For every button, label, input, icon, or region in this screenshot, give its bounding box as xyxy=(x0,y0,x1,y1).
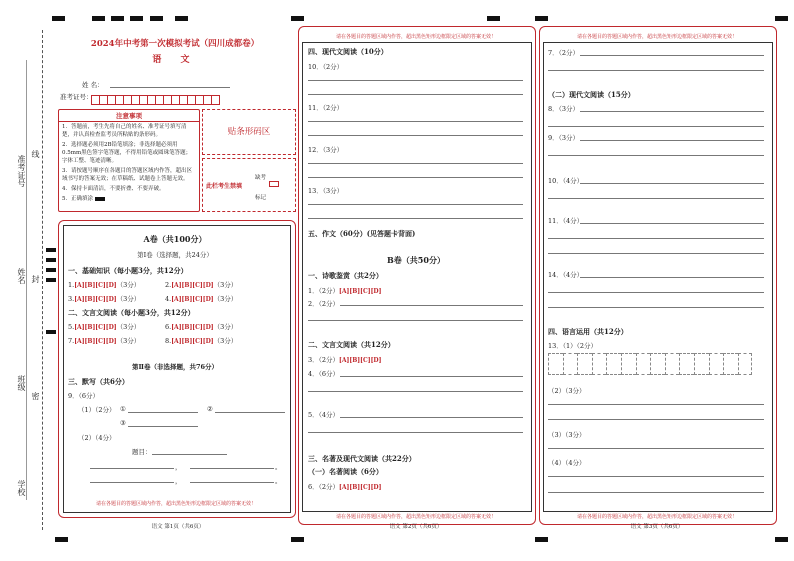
answer-line[interactable] xyxy=(190,482,274,483)
position-mark xyxy=(175,16,188,21)
c2-b2q4: 4．（6分） xyxy=(308,370,340,378)
answer-line[interactable] xyxy=(548,476,764,477)
position-mark xyxy=(291,537,304,542)
answer-line[interactable] xyxy=(308,177,523,178)
answer-line[interactable] xyxy=(548,126,764,127)
answer-line[interactable] xyxy=(548,492,764,493)
c2-sec4: 四、现代文阅读（10分） xyxy=(308,47,388,56)
answer-line[interactable] xyxy=(548,198,764,199)
notice-item: 3．请按题号顺序在各题目的答题区域内作答，超出区域书写的答案无效；在草稿纸、试题卷上答题无效。 xyxy=(62,168,193,182)
name-input[interactable] xyxy=(110,87,230,88)
position-mark xyxy=(46,258,56,262)
sec1-title: 一、基础知识（每小题3分，共12分） xyxy=(68,266,188,275)
comma: ， xyxy=(175,463,182,471)
period: 。 xyxy=(275,463,282,471)
page-footer: 语文 第3页（共6页） xyxy=(630,524,684,530)
c2-b1q1[interactable]: 1．（2分）[A][B][C][D] xyxy=(308,287,382,295)
position-mark xyxy=(46,330,56,334)
absent-mark-text: 缺考 xyxy=(255,175,267,181)
position-mark xyxy=(150,16,163,21)
answer-line[interactable] xyxy=(308,163,523,164)
answer-line[interactable] xyxy=(548,253,764,254)
absent-mark-text2: 标记 xyxy=(255,195,267,201)
answer-line[interactable] xyxy=(308,218,523,219)
answer-line[interactable] xyxy=(548,448,764,449)
exam-title: 2024年中考第一次模拟考试（四川成都卷） xyxy=(90,39,260,49)
c2-q10: 10．（2分） xyxy=(308,63,344,71)
q9-label: 9．（6分） xyxy=(68,392,100,400)
position-mark xyxy=(55,537,68,542)
answer-line[interactable] xyxy=(308,204,523,205)
c2-b2q5: 5．（4分） xyxy=(308,411,340,419)
warning-text: 请在各题目的答题区域内作答，超出黑色矩形边框限定区域的答案无效！ xyxy=(576,514,737,520)
barcode-area xyxy=(202,109,296,155)
side-label-secret: 密 xyxy=(31,392,40,400)
side-label-id: 准考证号 xyxy=(17,155,26,187)
period: 。 xyxy=(275,477,282,485)
mc-q2[interactable]: 2.[A][B][C][D]（3分） xyxy=(165,281,238,289)
c3-q13-4: （4）（4分） xyxy=(548,459,586,467)
answer-line[interactable] xyxy=(340,305,523,306)
q9-1-c1: ① xyxy=(120,405,126,413)
fill-sample xyxy=(95,197,105,201)
mc-q5[interactable]: 5.[A][B][C][D]（3分） xyxy=(68,323,141,331)
notice-item xyxy=(59,194,199,204)
answer-line[interactable] xyxy=(308,121,523,122)
page-footer: 语文 第2页（共6页） xyxy=(389,524,443,530)
c2-b3: 三、名著及现代文阅读（共22分） xyxy=(308,454,416,463)
answer-line[interactable] xyxy=(548,70,764,71)
position-mark xyxy=(487,16,500,21)
position-mark xyxy=(130,16,143,21)
answer-line[interactable] xyxy=(128,426,198,427)
barcode-label: 贴条形码区 xyxy=(227,127,271,137)
absent-area xyxy=(202,158,296,212)
answer-line[interactable] xyxy=(308,80,523,81)
answer-line[interactable] xyxy=(340,417,523,418)
topic-label: 题目： xyxy=(132,448,152,456)
c3-q14: 14．（4分） xyxy=(548,271,584,279)
answer-line[interactable] xyxy=(308,391,523,392)
c3-q9: 9．（3分） xyxy=(548,134,580,142)
answer-line[interactable] xyxy=(308,432,523,433)
answer-line[interactable] xyxy=(548,292,764,293)
answer-line[interactable] xyxy=(308,320,523,321)
answer-line[interactable] xyxy=(190,468,274,469)
mc-q1[interactable]: 1.[A][B][C][D]（3分） xyxy=(68,281,141,289)
answer-line[interactable] xyxy=(580,111,764,112)
q9-2-label: （2）（4分） xyxy=(78,434,116,442)
part-b-title: B卷（共50分） xyxy=(387,255,445,265)
side-label-seal: 封 xyxy=(31,275,40,283)
mc-q6[interactable]: 6.[A][B][C][D]（3分） xyxy=(165,323,238,331)
c3-q13-1: 13．（1）（2分） xyxy=(548,342,598,350)
position-mark xyxy=(52,16,65,21)
c2-b2q3[interactable]: 3．（2分）[A][B][C][D] xyxy=(308,356,382,364)
warning-text: 请在各题目的答题区域内作答，超出黑色矩形边框限定区域的答案无效！ xyxy=(335,514,496,520)
mc-q4[interactable]: 4.[A][B][C][D]（3分） xyxy=(165,295,238,303)
answer-line[interactable] xyxy=(580,223,764,224)
position-mark xyxy=(535,537,548,542)
notice-box xyxy=(58,109,200,212)
position-mark xyxy=(111,16,124,21)
c3-sub2: （二）现代文阅读（15分） xyxy=(548,90,635,99)
c2-q11: 11．（2分） xyxy=(308,104,344,112)
q9-1-label: （1）（2分） xyxy=(78,406,116,414)
c3-sec4: 四、语言运用（共12分） xyxy=(548,327,628,336)
writing-grid[interactable] xyxy=(548,353,752,375)
c2-b2: 二、文言文阅读（共12分） xyxy=(308,340,395,349)
side-label-name: 姓名 xyxy=(17,268,26,284)
side-fill-line xyxy=(26,60,27,500)
sec3-title: 三、默写（共6分） xyxy=(68,377,129,386)
mc-q8[interactable]: 8.[A][B][C][D]（3分） xyxy=(165,337,238,345)
c3-q7: 7．（2分） xyxy=(548,49,580,57)
position-mark xyxy=(46,248,56,252)
mc-q7[interactable]: 7.[A][B][C][D]（3分） xyxy=(68,337,141,345)
c3-q11: 11．（4分） xyxy=(548,217,584,225)
absent-label: 此栏考生禁填 xyxy=(206,183,243,190)
c2-sec5: 五、作文（60分）(见答题卡背面) xyxy=(308,229,416,238)
side-label-line: 线 xyxy=(31,150,40,158)
answer-line[interactable] xyxy=(90,468,174,469)
c2-q12: 12．（3分） xyxy=(308,146,344,154)
comma: ， xyxy=(175,477,182,485)
position-mark xyxy=(46,278,56,282)
q9-1-c2: ② xyxy=(207,405,213,413)
answer-line[interactable] xyxy=(548,419,764,420)
position-mark xyxy=(291,16,304,21)
page-footer: 语文 第1页（共6页） xyxy=(151,524,205,530)
c3-q13-3: （3）（3分） xyxy=(548,431,586,439)
topic-input[interactable] xyxy=(152,454,227,455)
notice-item: 2．选择题必须用2B铅笔填涂；非选择题必须用0.5mm黑色签字笔答题，不得用铅笔或圆珠笔答题；字体工整、笔迹清晰。 xyxy=(62,142,192,164)
answer-line[interactable] xyxy=(548,404,764,405)
warning-text: 请在各题目的答题区域内作答，超出黑色矩形边框限定区域的答案无效！ xyxy=(95,501,256,507)
warning-text: 请在各题目的答题区域内作答，超出黑色矩形边框限定区域的答案无效！ xyxy=(335,34,496,40)
name-label: 姓 名： xyxy=(82,81,104,89)
answer-line[interactable] xyxy=(215,412,285,413)
vol1-title: 第Ⅰ卷（选择题，共24分） xyxy=(137,251,213,259)
c2-b1: 一、诗歌鉴赏（共2分） xyxy=(308,271,383,280)
answer-line[interactable] xyxy=(90,482,174,483)
mc-q3[interactable]: 3.[A][B][C][D]（3分） xyxy=(68,295,141,303)
sec2-title: 二、文言文阅读（每小题3分，共12分） xyxy=(68,308,195,317)
absent-checkbox[interactable] xyxy=(269,181,279,187)
answer-line[interactable] xyxy=(340,376,523,377)
answer-line[interactable] xyxy=(580,277,764,278)
c2-b3q6[interactable]: 6．（2分）[A][B][C][D] xyxy=(308,483,382,491)
notice-title: 注意事项 xyxy=(59,110,199,122)
vol2-title: 第Ⅱ卷（非选择题，共76分） xyxy=(131,363,219,371)
exam-subject: 语 文 xyxy=(152,55,198,65)
notice-item: 4．保持卡面清洁，不要折叠、不要弄破。 xyxy=(62,186,165,192)
answer-line[interactable] xyxy=(548,155,764,156)
side-label-school: 学校 xyxy=(17,480,26,496)
c2-b1q2: 2．（2分） xyxy=(308,300,340,308)
answer-line[interactable] xyxy=(580,183,764,184)
warning-text: 请在各题目的答题区域内作答，超出黑色矩形边框限定区域的答案无效！ xyxy=(576,34,737,40)
notice-item-5: 5．正确填涂 xyxy=(62,196,93,202)
id-boxes[interactable] xyxy=(91,90,219,109)
answer-line[interactable] xyxy=(128,412,198,413)
c2-q13: 13．（3分） xyxy=(308,187,344,195)
position-mark xyxy=(775,537,788,542)
answer-line[interactable] xyxy=(580,55,764,56)
c3-q10: 10．（4分） xyxy=(548,177,584,185)
part-a-title: A卷（共100分） xyxy=(143,234,207,244)
c2-b3sub: （一）名著阅读（6分） xyxy=(308,467,383,476)
answer-line[interactable] xyxy=(308,94,523,95)
position-mark xyxy=(775,16,788,21)
position-mark xyxy=(92,16,105,21)
binding-line xyxy=(42,30,43,530)
side-label-class: 班级 xyxy=(17,375,26,391)
answer-line[interactable] xyxy=(580,140,764,141)
position-mark xyxy=(46,268,56,272)
answer-line[interactable] xyxy=(308,135,523,136)
notice-item: 1．答题前，考生先将自己的姓名、准考证号填写清楚，并认真检查监考员所粘贴的条形码。 xyxy=(62,124,187,138)
position-mark xyxy=(535,16,548,21)
id-label: 准考证号： xyxy=(60,93,93,101)
answer-line[interactable] xyxy=(548,307,764,308)
q9-1-c3: ③ xyxy=(120,419,126,427)
c3-q13-2: （2）（3分） xyxy=(548,387,586,395)
c3-q8: 8．（3分） xyxy=(548,105,580,113)
answer-line[interactable] xyxy=(548,238,764,239)
